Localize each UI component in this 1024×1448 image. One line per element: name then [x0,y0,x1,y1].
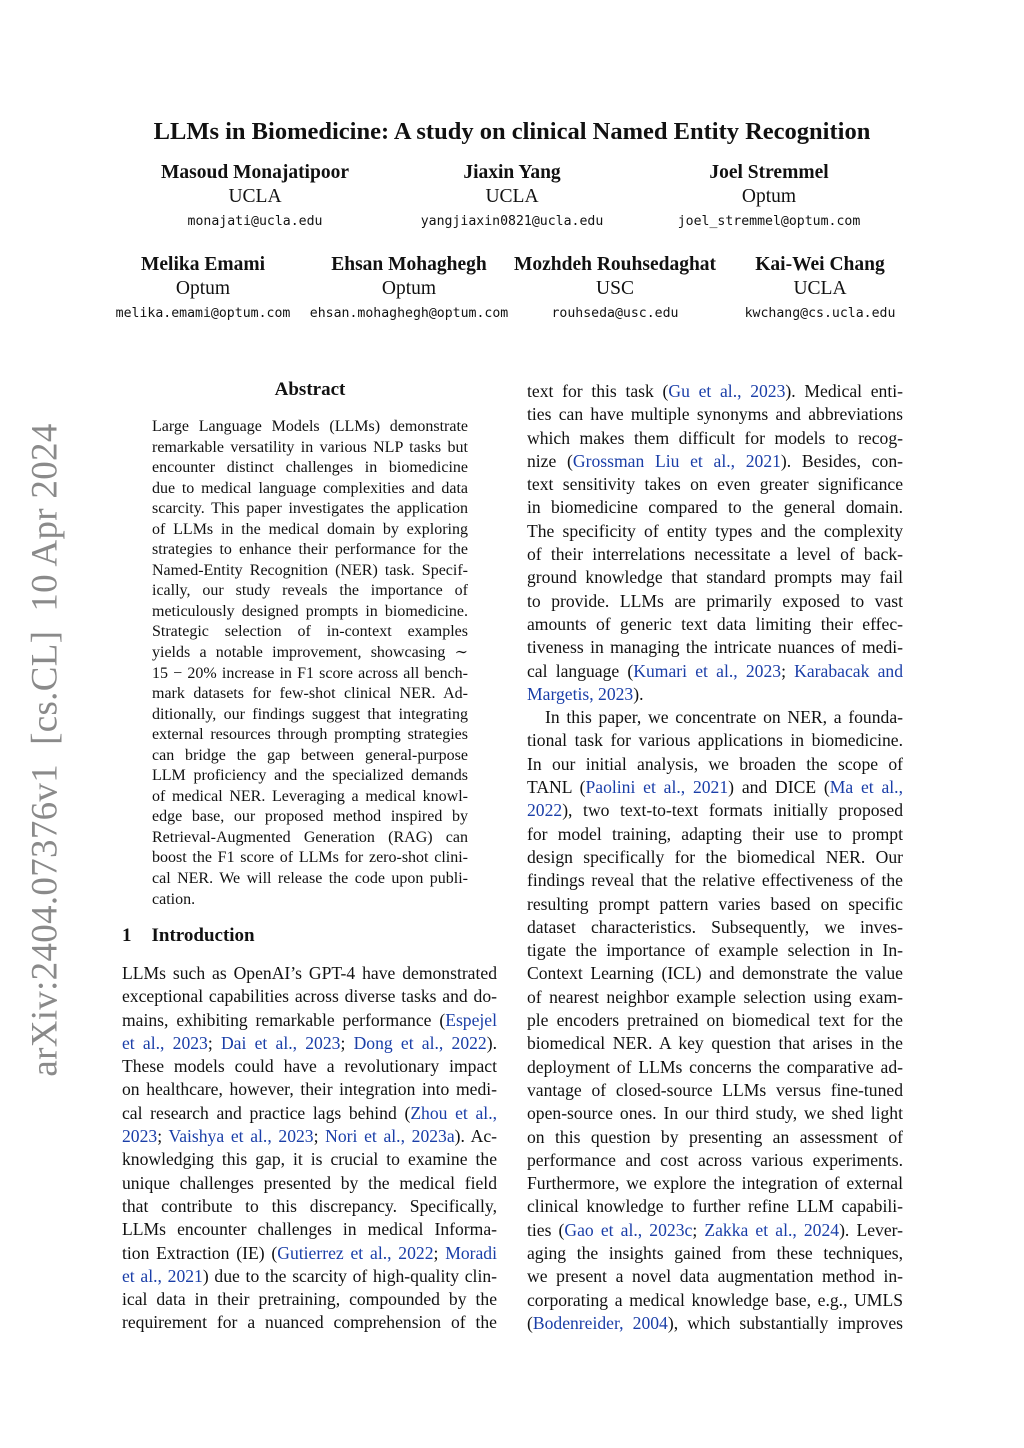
text-segment: resulting prompt pattern varies based on specific [527,893,903,914]
text-segment: findings reveal that the relative effectiveness of the [527,870,903,891]
text-line [527,380,903,403]
text-segment: ditionally, our findings suggest that integrating [152,705,468,723]
text-line [527,660,903,683]
text-line [527,636,903,659]
citation-link[interactable]: Paolini et al., 2021 [585,777,729,798]
text-segment: The specificity of entity types and the complexity [527,520,903,541]
text-line [152,520,468,541]
text-segment: tion Extraction (IE) ( [122,1242,278,1263]
text-segment: cation. [152,890,196,908]
text-segment: clinical knowledge to further refine LLM capabili- [527,1196,903,1217]
text-segment: on this question by presenting an assessment of [527,1126,903,1147]
text-segment: tigate the importance of example selection in In- [527,940,903,961]
text-line [527,706,903,729]
text-segment: on healthcare, however, their integration into medi- [122,1079,497,1100]
text-segment: boost the F1 score of LLMs for zero-shot clini- [152,849,468,867]
citation-link[interactable]: Zakka et al., 2024 [704,1219,840,1240]
author-block [690,253,950,327]
text-segment: dataset characteristics. Subsequently, we inves- [527,916,903,937]
author-name: Ehsan Mohaghegh [331,254,487,275]
author-affiliation: UCLA [793,278,847,299]
text-segment: ical data in their pretraining, compounded by the [122,1289,497,1310]
text-line [152,725,468,746]
text-segment: text for this task ( [527,381,669,401]
text-segment: tional task for various applications in biomedicine. [527,730,903,751]
text-segment: nize ( [527,450,573,471]
text-segment: ). Besides, con- [780,450,904,471]
text-line [527,1102,903,1125]
citation-link[interactable]: Dong et al., 2022 [353,1032,487,1053]
text-line [152,787,468,808]
text-segment: ; [313,1126,326,1147]
author-email[interactable]: rouhseda@usc.edu [551,306,679,321]
text-line [122,1078,497,1101]
text-segment: can bridge the gap between general-purpose [152,746,468,764]
text-segment: Furthermore, we explore the integration of external [527,1173,903,1194]
text-line [527,1126,903,1149]
text-line [122,1102,497,1125]
citation-link[interactable]: Bodenreider, 2004 [532,1312,668,1333]
text-line [527,613,903,636]
citation-link[interactable]: et al., 2021 [122,1265,203,1286]
citation-link[interactable]: Kumari et al., 2023 [633,660,782,681]
text-segment: ). [633,683,644,704]
text-segment: ground knowledge that standard prompts may fail [527,567,903,588]
abstract-heading: Abstract [274,379,346,400]
text-segment: cal NER. We will release the code upon publi- [152,870,468,888]
text-line [527,1056,903,1079]
text-line [527,753,903,776]
author-name: Masoud Monajatipoor [161,162,349,183]
text-segment: design specifically for the biomedical NER. Our [527,846,903,867]
text-line [527,543,903,566]
text-segment: mark datasets for few-shot clinical NER. Ad- [152,685,468,703]
text-segment: of their interrelations necessitate a level of back- [527,544,903,565]
text-segment: due to medical language complexities and data [152,479,468,497]
text-segment: TANL ( [527,777,586,798]
text-segment: LLMs such as OpenAI’s GPT-4 have demonstrated [122,963,497,983]
section-title: Introduction [151,925,255,946]
text-segment: to provide. LLMs are primarily exposed to vast [527,590,903,611]
text-segment: Strategic selection of in-context examples [152,623,468,641]
abstract-body [152,417,468,910]
introduction-right-column [527,380,903,1335]
text-segment: ). Medical enti- [785,381,903,401]
text-segment: mains, exhibiting remarkable performance ( [122,1009,446,1030]
text-line [122,1311,497,1334]
text-line [527,1009,903,1032]
citation-link[interactable]: Karabacak and [794,660,903,681]
text-line [527,566,903,589]
text-line [152,664,468,685]
author-affiliation: Optum [381,278,437,299]
text-segment: requirement for a nuanced comprehension of the [122,1312,497,1333]
text-line [122,1032,497,1055]
text-segment: ) and DICE ( [728,777,830,798]
text-line [527,1219,903,1242]
citation-link[interactable]: Grossman Liu et al., 2021 [572,450,781,471]
citation-link[interactable]: Espejel [445,1009,497,1030]
text-line [122,1218,497,1241]
text-segment: ). Ac- [454,1126,498,1147]
text-segment: cal research and practice lags behind ( [122,1102,411,1123]
text-segment: open-source ones. In our third study, we shed light [527,1103,903,1124]
citation-link[interactable]: Ma et al., [829,777,903,798]
text-segment: tiveness in managing the intricate nuances of medi- [527,637,903,658]
citation-link[interactable]: Zhou et al., [410,1102,497,1123]
text-line [527,473,903,496]
text-line [527,799,903,822]
author-name: Joel Stremmel [709,162,829,183]
text-line [122,1195,497,1218]
text-line [527,1195,903,1218]
text-segment: remarkable versatility in various NLP tasks but [152,438,468,456]
author-affiliation: Optum [741,186,797,207]
text-line [152,684,468,705]
text-segment: meticulously designed prompts in biomedicine. [152,602,468,620]
text-segment: Large Language Models (LLMs) demonstrate [152,418,468,435]
paper-title: LLMs in Biomedicine: A study on clinical Named Entity Recognition [153,118,871,145]
text-line [152,766,468,787]
text-line [527,496,903,519]
text-segment: strategies to enhance their performance for the [152,541,468,559]
citation-link[interactable]: Gao et al., 2023c [564,1219,693,1240]
citation-link[interactable]: Dai et al., 2023 [220,1032,341,1053]
text-segment: external resources through prompting strategies [152,726,468,744]
citation-link[interactable]: Gu et al., 2023 [668,381,786,401]
text-line [122,1125,497,1148]
text-line [527,1149,903,1172]
text-line [527,1032,903,1055]
text-segment: ), two text-to-text formats initially proposed [562,800,903,821]
body-paragraph [527,706,903,1335]
text-segment: ple encoders pretrained on biomedical text for the [527,1010,903,1031]
text-line [152,581,468,602]
text-line [122,1242,497,1265]
text-segment: ; [692,1219,705,1240]
text-line [527,823,903,846]
text-line [152,890,468,911]
text-line [527,986,903,1009]
author-affiliation: UCLA [228,186,282,207]
text-line [122,962,497,985]
text-line [152,602,468,623]
citation-link[interactable]: Moradi [445,1242,497,1263]
text-segment: ; [781,660,795,681]
author-email[interactable]: melika.emami@optum.com [115,306,291,321]
text-segment: ( [527,1312,533,1333]
author-email[interactable]: monajati@ucla.edu [187,214,323,229]
text-segment: ; [157,1126,169,1147]
section-number: 1 [122,925,132,946]
text-line [527,520,903,543]
text-segment: Context Learning (ICL) and demonstrate the value [527,963,903,984]
text-segment: Named-Entity Recognition (NER) task. Specif- [152,561,468,579]
author-email[interactable]: joel_stremmel@optum.com [677,214,861,229]
author-name: Mozhdeh Rouhsedaghat [513,254,717,275]
text-segment: that contribute to this discrepancy. Specifically, [122,1195,497,1216]
text-line [152,499,468,520]
text-segment: corporating a medical knowledge base, e.g., UMLS [527,1289,903,1310]
citation-link[interactable]: et al., 2023 [122,1032,208,1053]
text-line [122,1172,497,1195]
author-affiliation: USC [596,278,634,299]
author-affiliation: Optum [175,278,231,299]
author-name: Melika Emami [140,254,266,275]
author-name: Kai-Wei Chang [755,254,885,275]
text-line [152,848,468,869]
body-paragraph [122,962,497,1335]
text-line [527,1079,903,1102]
text-line [152,807,468,828]
text-segment: we present a novel data augmentation method in- [527,1266,903,1287]
author-email[interactable]: kwchang@cs.ucla.edu [744,306,896,321]
text-line [527,427,903,450]
text-segment: cal language ( [527,660,634,681]
text-line [527,1312,903,1335]
arxiv-identifier-stamp: arXiv:2404.07376v1 [cs.CL] 10 Apr 2024 [24,423,66,1077]
text-segment: In our initial analysis, we broaden the scope of [527,753,903,774]
text-line [122,1265,497,1288]
text-segment: yields a notable improvement, showcasing ∼ [152,644,468,662]
text-segment: In this paper, we concentrate on NER, a founda- [545,707,903,728]
text-line [122,985,497,1008]
text-line [152,540,468,561]
text-line [527,962,903,985]
citation-link[interactable]: Margetis, 2023 [527,683,634,704]
text-line [152,561,468,582]
author-block [125,161,385,235]
text-segment: Retrieval-Augmented Generation (RAG) can [152,828,468,846]
text-segment: vantage of closed-source LLMs versus fine-tuned [527,1079,903,1100]
text-line [122,1288,497,1311]
text-segment: deployment of LLMs concerns the comparative ad- [527,1056,903,1077]
text-segment: LLMs encounter challenges in medical Informa- [122,1219,497,1240]
text-segment: of medical NER. Leveraging a medical knowl- [152,787,468,805]
text-line [527,776,903,799]
text-segment: scarcity. This paper investigates the application [152,500,468,518]
introduction-left-column [122,962,497,1335]
text-segment: ), which substantially improves [667,1312,903,1333]
text-segment: of nearest neighbor example selection using exam- [527,986,903,1007]
text-segment: ). [486,1032,497,1053]
text-line [152,479,468,500]
author-name: Jiaxin Yang [463,162,561,183]
section-heading-introduction [122,925,255,947]
citation-link[interactable]: Vaishya et al., 2023 [168,1126,314,1147]
text-segment: ; [340,1032,354,1053]
text-line [527,1265,903,1288]
text-line [527,450,903,473]
text-segment: ; [433,1242,446,1263]
abstract-paragraph [152,417,468,910]
text-segment: text sensitivity takes on even greater significance [527,474,903,495]
text-segment: LLM proficiency and the specialized demands [152,767,468,785]
text-line [152,643,468,664]
text-line [527,893,903,916]
text-line [527,729,903,752]
author-email[interactable]: yangjiaxin0821@ucla.edu [420,214,604,229]
text-line [527,1172,903,1195]
text-segment: encounter distinct challenges in biomedicine [152,459,468,477]
body-paragraph [527,380,903,706]
text-segment: edge base, our proposed method inspired by [152,808,468,826]
text-segment: ) due to the scarcity of high-quality clin- [202,1265,497,1286]
text-segment: unique challenges presented by the medical field [122,1172,497,1193]
text-line [152,828,468,849]
citation-link[interactable]: Gutierrez et al., 2022 [277,1242,434,1263]
text-segment: ically, our study reveals the importance of [152,582,468,600]
text-line [152,622,468,643]
text-line [527,939,903,962]
text-segment: in biomedicine compared to the general domain. [527,497,903,518]
text-segment: 15 − 20% increase in F1 score across all bench- [152,664,468,682]
text-line [527,1289,903,1312]
text-segment: of LLMs in the medical domain by exploring [152,520,468,538]
citation-link[interactable]: 2022 [527,800,563,821]
text-segment: biomedical NER. A key question that arises in the [527,1033,903,1054]
text-line [152,705,468,726]
text-line [122,1009,497,1032]
text-line [152,417,468,438]
author-email[interactable]: ehsan.mohaghegh@optum.com [309,306,509,321]
text-segment: ). Lever- [839,1219,903,1240]
text-segment: performance and cost across various experiments. [527,1149,903,1170]
text-line [152,438,468,459]
text-segment: aging the insights gained from these techniques, [527,1242,903,1263]
text-line [122,1148,497,1171]
author-block [382,161,642,235]
text-line [527,916,903,939]
text-line [152,746,468,767]
text-line [152,458,468,479]
text-line [527,1242,903,1265]
text-segment: which makes them difficult for models to recog- [527,427,903,448]
text-line [527,590,903,613]
text-segment: These models could have a revolutionary impact [122,1056,497,1077]
author-block [639,161,899,235]
text-line [152,869,468,890]
text-segment: exceptional capabilities across diverse tasks and do- [122,986,497,1007]
text-segment: ties can have multiple synonyms and abbreviations [527,404,903,425]
text-segment: for model training, adapting their use to prompt [527,823,903,844]
text-segment: knowledging this gap, it is crucial to examine the [122,1149,497,1170]
text-line [527,846,903,869]
text-segment: ; [207,1032,221,1053]
text-segment: ties ( [527,1219,565,1240]
citation-link[interactable]: 2023 [122,1126,158,1147]
citation-link[interactable]: Nori et al., 2023a [325,1126,455,1147]
text-line [122,1055,497,1078]
text-segment: amounts of generic text data limiting their effec- [527,613,903,634]
text-line [527,403,903,426]
author-affiliation: UCLA [485,186,539,207]
text-line [527,869,903,892]
text-line [527,683,903,706]
